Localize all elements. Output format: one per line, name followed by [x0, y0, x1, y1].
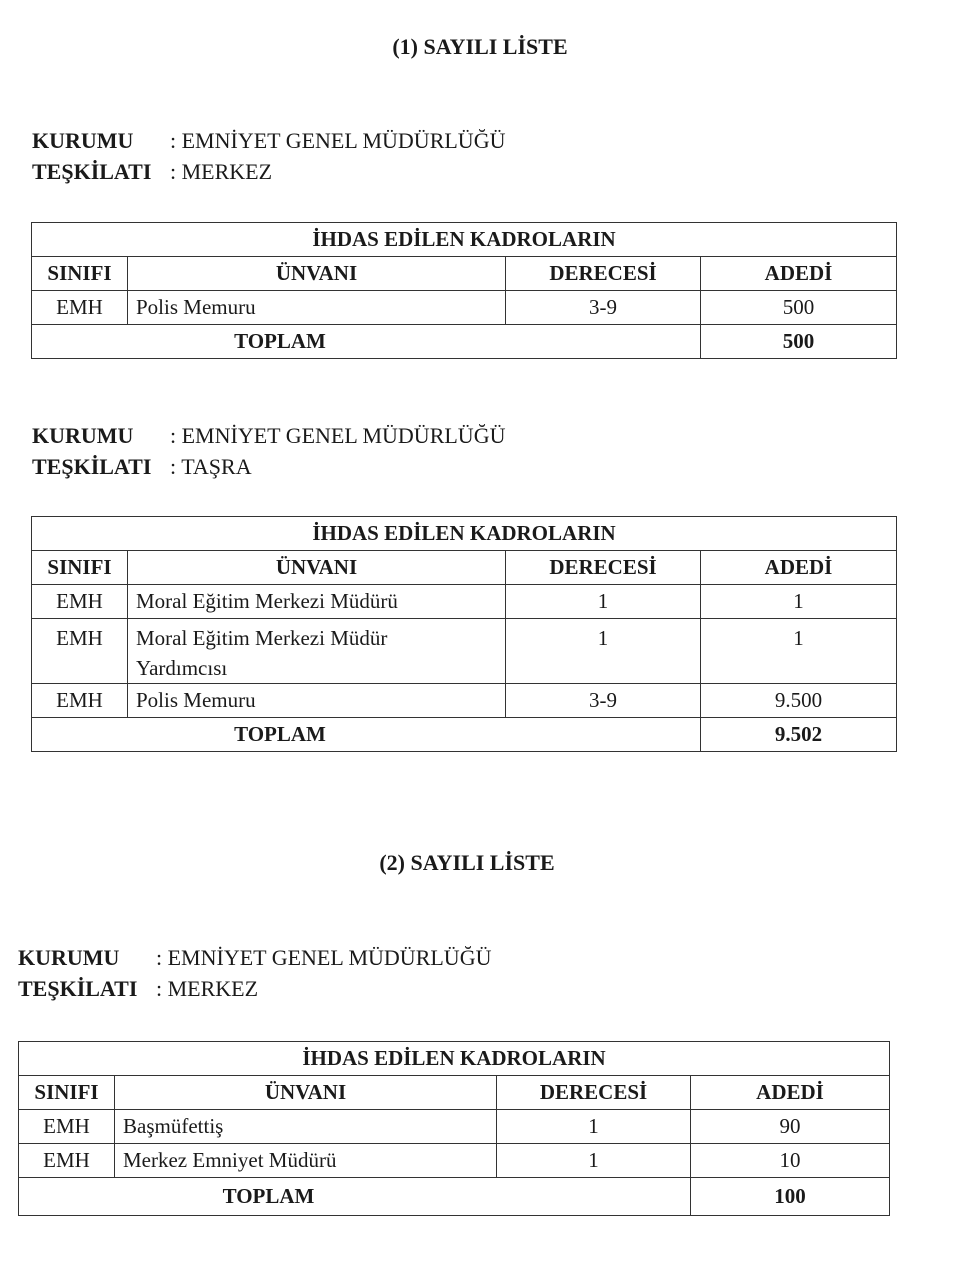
table-total-row — [19, 1178, 890, 1216]
kurumu-line — [32, 420, 505, 451]
cell-derecesi: 1 — [506, 585, 701, 619]
teskilati-line — [32, 451, 505, 482]
table-total-row — [32, 325, 897, 359]
table-header-row — [32, 257, 897, 291]
header-sinifi: SINIFI — [32, 551, 128, 585]
list-2-title: (2) SAYILI LİSTE — [379, 850, 555, 875]
teskilati-value: : MERKEZ — [156, 976, 259, 1001]
total-label: TOPLAM — [32, 718, 701, 752]
table-caption: İHDAS EDİLEN KADROLARIN — [32, 517, 897, 551]
section-2-meta — [32, 420, 505, 482]
kurumu-label: KURUMU — [32, 128, 134, 153]
table-caption-row — [32, 223, 897, 257]
kurumu-line — [18, 942, 491, 973]
header-derecesi: DERECESİ — [506, 551, 701, 585]
cell-sinifi: EMH — [32, 291, 128, 325]
table-row — [19, 1110, 890, 1144]
table-row — [32, 684, 897, 718]
cell-adedi: 9.500 — [701, 684, 897, 718]
teskilati-value: : MERKEZ — [170, 159, 273, 184]
teskilati-value: : TAŞRA — [170, 454, 252, 479]
teskilati-label: TEŞKİLATI — [32, 454, 152, 479]
section-1-meta — [32, 125, 505, 187]
table-row — [19, 1144, 890, 1178]
cell-unvani: Başmüfettiş — [115, 1110, 497, 1144]
cell-unvani: Polis Memuru — [128, 291, 506, 325]
kurumu-value: : EMNİYET GENEL MÜDÜRLÜĞÜ — [170, 128, 506, 153]
kadro-table-3 — [18, 1041, 890, 1216]
table-row — [32, 291, 897, 325]
header-adedi: ADEDİ — [701, 257, 897, 291]
kurumu-line — [32, 125, 505, 156]
header-adedi: ADEDİ — [691, 1076, 890, 1110]
cell-sinifi: EMH — [32, 684, 128, 718]
cell-adedi: 10 — [691, 1144, 890, 1178]
table-header-row — [19, 1076, 890, 1110]
cell-derecesi: 1 — [497, 1144, 691, 1178]
cell-unvani: Moral Eğitim Merkezi Müdürü — [128, 585, 506, 619]
total-label: TOPLAM — [32, 325, 701, 359]
header-sinifi: SINIFI — [32, 257, 128, 291]
table-caption: İHDAS EDİLEN KADROLARIN — [32, 223, 897, 257]
cell-sinifi: EMH — [32, 619, 128, 684]
table-caption-row — [32, 517, 897, 551]
teskilati-label: TEŞKİLATI — [18, 976, 138, 1001]
kurumu-value: : EMNİYET GENEL MÜDÜRLÜĞÜ — [170, 423, 506, 448]
header-derecesi: DERECESİ — [506, 257, 701, 291]
table-header-row — [32, 551, 897, 585]
kadro-table-2 — [31, 516, 897, 752]
teskilati-line — [32, 156, 505, 187]
kurumu-label: KURUMU — [18, 945, 120, 970]
cell-derecesi: 1 — [506, 619, 701, 684]
header-derecesi: DERECESİ — [497, 1076, 691, 1110]
kurumu-label: KURUMU — [32, 423, 134, 448]
cell-derecesi: 3-9 — [506, 684, 701, 718]
header-unvani: ÜNVANI — [128, 257, 506, 291]
kadro-table-1 — [31, 222, 897, 359]
total-value: 500 — [701, 325, 897, 359]
header-sinifi: SINIFI — [19, 1076, 115, 1110]
total-value: 100 — [691, 1178, 890, 1216]
section-3-meta — [18, 942, 491, 1004]
cell-adedi: 1 — [701, 585, 897, 619]
total-value: 9.502 — [701, 718, 897, 752]
cell-unvani: Merkez Emniyet Müdürü — [115, 1144, 497, 1178]
list-1-title: (1) SAYILI LİSTE — [392, 34, 568, 59]
table-caption: İHDAS EDİLEN KADROLARIN — [19, 1042, 890, 1076]
cell-sinifi: EMH — [19, 1144, 115, 1178]
cell-adedi: 1 — [701, 619, 897, 684]
total-label: TOPLAM — [19, 1178, 691, 1216]
header-unvani: ÜNVANI — [115, 1076, 497, 1110]
cell-adedi: 90 — [691, 1110, 890, 1144]
teskilati-line — [18, 973, 491, 1004]
teskilati-label: TEŞKİLATI — [32, 159, 152, 184]
table-total-row — [32, 718, 897, 752]
table-caption-row — [19, 1042, 890, 1076]
cell-derecesi: 1 — [497, 1110, 691, 1144]
cell-unvani: Polis Memuru — [128, 684, 506, 718]
header-unvani: ÜNVANI — [128, 551, 506, 585]
kurumu-value: : EMNİYET GENEL MÜDÜRLÜĞÜ — [156, 945, 492, 970]
cell-unvani: Moral Eğitim Merkezi Müdür Yardımcısı — [128, 619, 506, 684]
cell-sinifi: EMH — [32, 585, 128, 619]
cell-derecesi: 3-9 — [506, 291, 701, 325]
table-row — [32, 619, 897, 684]
cell-adedi: 500 — [701, 291, 897, 325]
header-adedi: ADEDİ — [701, 551, 897, 585]
cell-sinifi: EMH — [19, 1110, 115, 1144]
table-row — [32, 585, 897, 619]
